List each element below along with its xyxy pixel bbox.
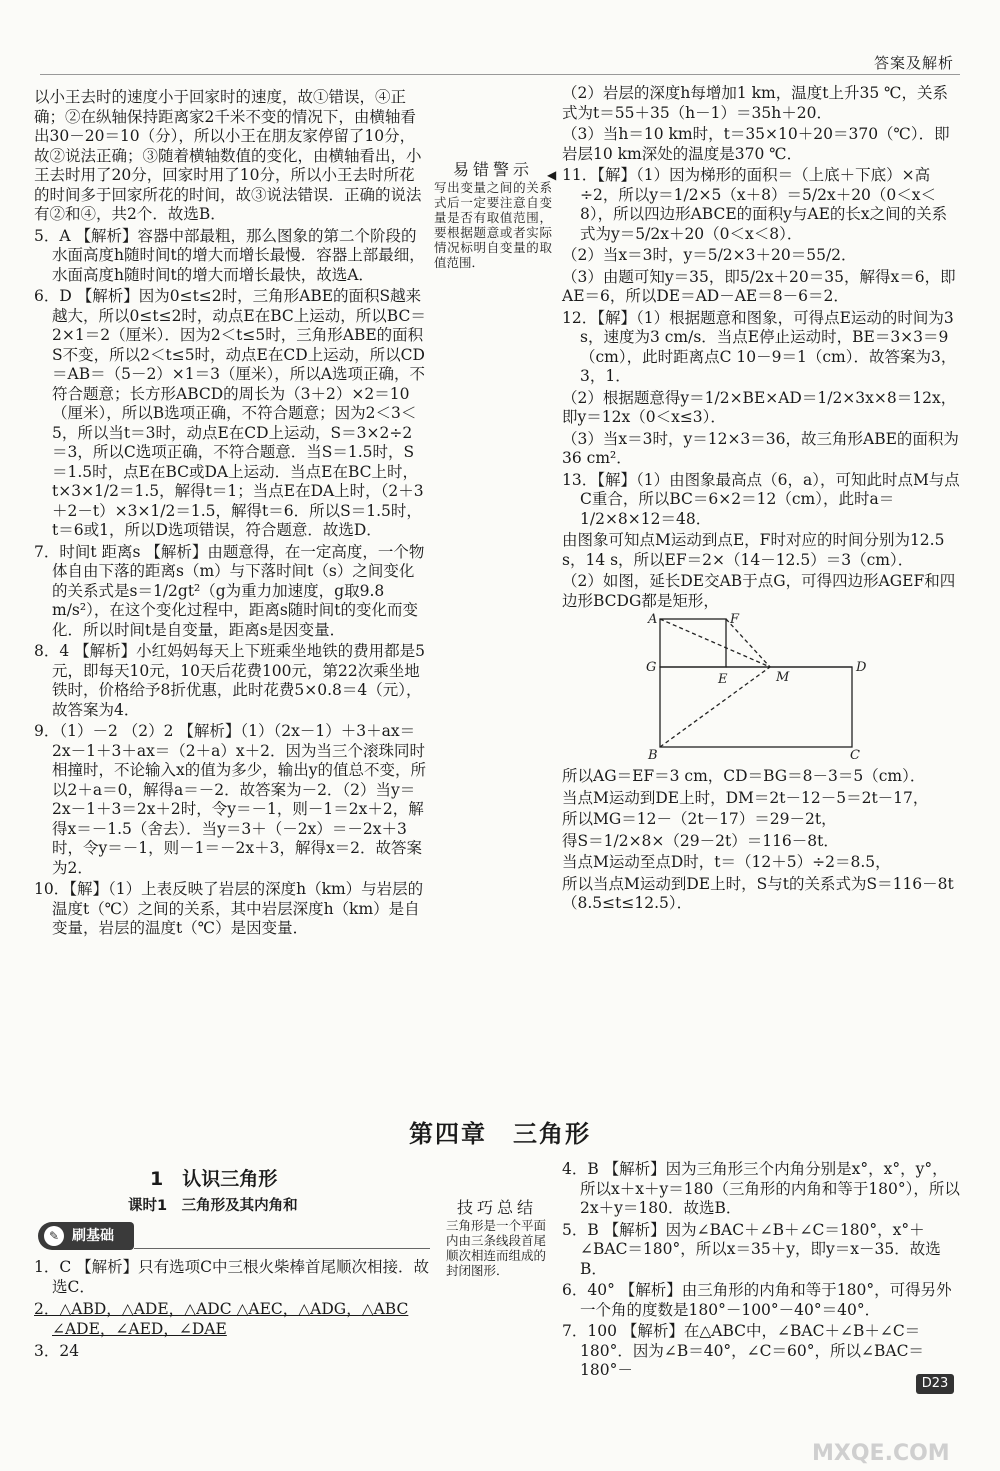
tip-title: 技巧总结 — [456, 1198, 537, 1217]
answer-5: 5．A 【解析】容器中部最粗，那么图象的第二个阶段的水面高度h随时间t的增大而增长最慢．容器上部最细，水面高度h随时间t的增大而增长最快，故选A． — [34, 226, 425, 284]
answer-9: 9．（1）－2 （2）2 【解析】（1）（2x－1）＋3＋ax＝2x－1＋3＋ax＝（2＋a）x＋2．因为当三个滚珠同时相撞时，不论输入x的值为多少，输出y的值总不变，所以2＋a＝0，解得a＝－2．故答案为－2．（2）当y＝2x－1＋3＝2x＋2时，令y＝－1，则－1＝2x＋2，解得x＝－1.5（舍去）．当y＝3＋（－2x）＝－2x＋3时，令y＝－1，则－1＝－2x＋3，解得x＝2．故答案为2． — [34, 722, 426, 877]
section-subtitle: 课时1 三角形及其内角和 — [128, 1198, 298, 1214]
answer-13-line-a: 所以AG＝EF＝3 cm，CD＝BG＝8－3＝5（cm）． — [562, 767, 926, 785]
answer-12-part-2: （2）根据题意得y＝1/2×BE×AD＝1/2×3x×8＝12x，即y＝12x（0＜x≤3）． — [562, 388, 957, 426]
answer-13-part-2: （2）如图，延长DE交AB于点G，可得四边形AGEF和四边形BCDG都是矩形， — [562, 572, 956, 610]
answer-7: 7．时间t 距离s 【解析】由题意得，在一定高度，一个物体自由下落的距离s（m）与下落时间t（s）之间变化的关系式是s＝1/2gt²（g为重力加速度，g取9.8 m/s²），在这个变化过程中，距离s随时间t的变化而变化．所以时间t是自变量，距离s是因变量． — [34, 542, 425, 639]
left-paragraph-0: 以小王去时的速度小于回家时的速度，故①错误，④正确；②在纵轴保持距离家2千米不变的情况下，由横轴看出30－20＝10（分），所以小王在朋友家停留了10分，故②说法正确；③随着横轴数值的变化，由横轴看出，小王去时用了20分，回家时用了10分，所以小王去时所花的时间多于回家所花的时间，故③说法错误．正确的说法有②和④，共2个．故选B． — [34, 88, 422, 223]
answer-13-line-f: 所以当点M运动到DE上时，S与t的关系式为S＝116－8t（8.5≤t≤12.5）． — [562, 874, 954, 912]
answer-11-part-2: （2）当x＝3时，y＝5/2×3＋20＝55/2． — [562, 246, 857, 264]
answer-ch4-6: 6．40° 【解析】由三角形的内角和等于180°，可得另外一个角的度数是180°－100°－40°＝40°． — [562, 1281, 952, 1319]
section-title: 1 认识三角形 — [150, 1168, 278, 1190]
label-b: B — [648, 748, 658, 763]
answer-13-line-d: 得S＝1/2×8×（29－2t）＝116－8t． — [562, 831, 839, 850]
pointer-arrow-icon: ◀ — [547, 168, 557, 182]
answer-13-line-c: 所以MG＝12－（2t－17）＝29－2t， — [562, 810, 837, 828]
answer-10: 10．【解】（1）上表反映了岩层的深度h（km）与岩层的温度t（℃）之间的关系，其中岩层深度h（km）是自变量，岩层的温度t（℃）是因变量． — [34, 880, 424, 937]
brush-icon: ✎ — [44, 1226, 64, 1246]
label-c: C — [850, 748, 860, 763]
answer-ch4-4: 4．B 【解析】因为三角形三个内角分别是x°，x°，y°，所以x＋x＋y＝180（三角形的内角和等于180°），所以2x＋y＝180．故选B． — [562, 1160, 960, 1217]
header-title: 答案及解析 — [873, 54, 954, 72]
label-g: G — [646, 660, 657, 675]
answer-ch4-7: 7．100 【解析】在△ABC中，∠BAC＋∠B＋∠C＝180°．因为∠B＝40°，∠C＝60°，所以∠BAC＝180°－ — [562, 1322, 924, 1379]
badge-label: 刷基础 — [72, 1228, 114, 1244]
answer-ch4-5: 5．B 【解析】因为∠BAC＋∠B＋∠C＝180°，x°＋∠BAC＝180°，所以x＝35＋y，即y＝x－35．故选B． — [562, 1220, 941, 1278]
answer-11: 11．【解】（1）因为梯形的面积＝（上底＋下底）×高÷2，所以y＝1/2×5（x＋8）＝5/2x＋20（0＜x＜8），所以四边形ABCE的面积y与AE的长x之间的关系式为y＝5/2x＋20（0＜x＜8）． — [562, 166, 948, 243]
margin-note-title: 易错警示 — [452, 160, 533, 179]
page-number: D23 — [916, 1374, 954, 1394]
answer-ch4-3: 3．24 — [34, 1342, 80, 1360]
margin-note-text: 写出变量之间的关系式后一定要注意自变量是否有取值范围，要根据题意或者实际情况标明自变量的取值范围． — [434, 180, 552, 270]
answer-13-line-b: 当点M运动到DE上时，DM＝2t－12－5＝2t－17， — [562, 788, 929, 807]
answer-13-line-e: 当点M运动至点D时，t＝（12＋5）÷2＝8.5， — [562, 853, 891, 871]
label-a: A — [648, 613, 658, 627]
answer-ch4-1: 1．C 【解析】只有选项C中三根火柴棒首尾顺次相接．故选C． — [34, 1258, 430, 1296]
answer-13: 13．【解】（1）由图象最高点（6，a），可知此时点M与点C重合，所以BC＝6×2＝12（cm），此时a＝1/2×8×12＝48． — [562, 470, 960, 528]
label-m: M — [776, 670, 790, 685]
chapter-title: 第四章 三角形 — [409, 1120, 591, 1148]
label-f: F — [730, 613, 740, 627]
label-d: D — [856, 660, 867, 675]
answer-10-part-2: （2）岩层的深度h每增加1 km，温度t上升35 ℃，关系式为t＝55＋35（h－1）＝35h＋20． — [562, 84, 948, 122]
tip-text: 三角形是一个平面内由三条线段首尾顺次相连而组成的封闭图形． — [446, 1218, 547, 1278]
answer-12-part-3: （3）当x＝3时，y＝12×3＝36，故三角形ABE的面积为36 cm²． — [562, 429, 959, 467]
watermark-site: MXQE.COM — [812, 1441, 950, 1466]
answer-12: 12．【解】（1）根据题意和图象，可得点E运动的时间为3 s，速度为3 cm/s．当点E停止运动时，BE＝3×3＝9（cm），此时距离点C 10－9＝1（cm）．故答案为3，3，1． — [562, 308, 957, 385]
answer-ch4-2: 2．△ABD，△ADE，△ADC △AEC，△ADG，△ABC ∠ADE，∠AED，∠DAE — [34, 1300, 409, 1338]
answer-11-part-3: （3）由题可知y＝35，即5/2x＋20＝35，解得x＝6，即AE＝6，所以DE＝AD－AE＝8－6＝2． — [562, 267, 956, 305]
label-e: E — [718, 672, 728, 687]
answer-10-part-3: （3）当h＝10 km时，t＝35×10＋20＝370（℃）．即岩层10 km深处的温度是370 ℃． — [562, 125, 950, 163]
answer-8: 8．4 【解析】小红妈妈每天上下班乘坐地铁的费用都是5元，即每天10元，10天后花费100元，第22次乘坐地铁时，价格给予8折优惠，此时花费5×0.8＝4（元），故答案为4． — [34, 642, 426, 719]
answer-6: 6．D 【解析】因为0≤t≤2时，三角形ABE的面积S越来越大，所以0≤t≤2时，动点E在BC上运动，所以BC＝2×1＝2（厘米）．因为2＜t≤5时，三角形ABE的面积S不变，所以2＜t≤5时，动点E在CD上运动，所以CD＝AB＝（5－2）×1＝3（厘米），所以A选项正确，不符合题意；长方形ABCD的周长为（3＋2）×2＝10（厘米），所以B选项正确，不符合题意；因为2＜3＜5，所以当t＝3时，动点E在CD上运动，S＝3×2÷2＝3，所以C选项正确，不符合题意．当S＝1.5时，S＝1.5时，点E在BC或DA上运动．当点E在BC上时，t×3×1/2＝1.5，解得t＝1；当点E在DA上时，（2＋3＋2－t）×3×1/2＝1.5，解得t＝6．所以S＝1.5时，t＝6或1，所以D选项错误，符合题意．故选D． — [34, 287, 426, 539]
answer-13-part-1b: 由图象可知点M运动到点E，F时对应的时间分别为12.5 s，14 s，所以EF＝2×（14－12.5）＝3（cm）． — [562, 531, 945, 569]
